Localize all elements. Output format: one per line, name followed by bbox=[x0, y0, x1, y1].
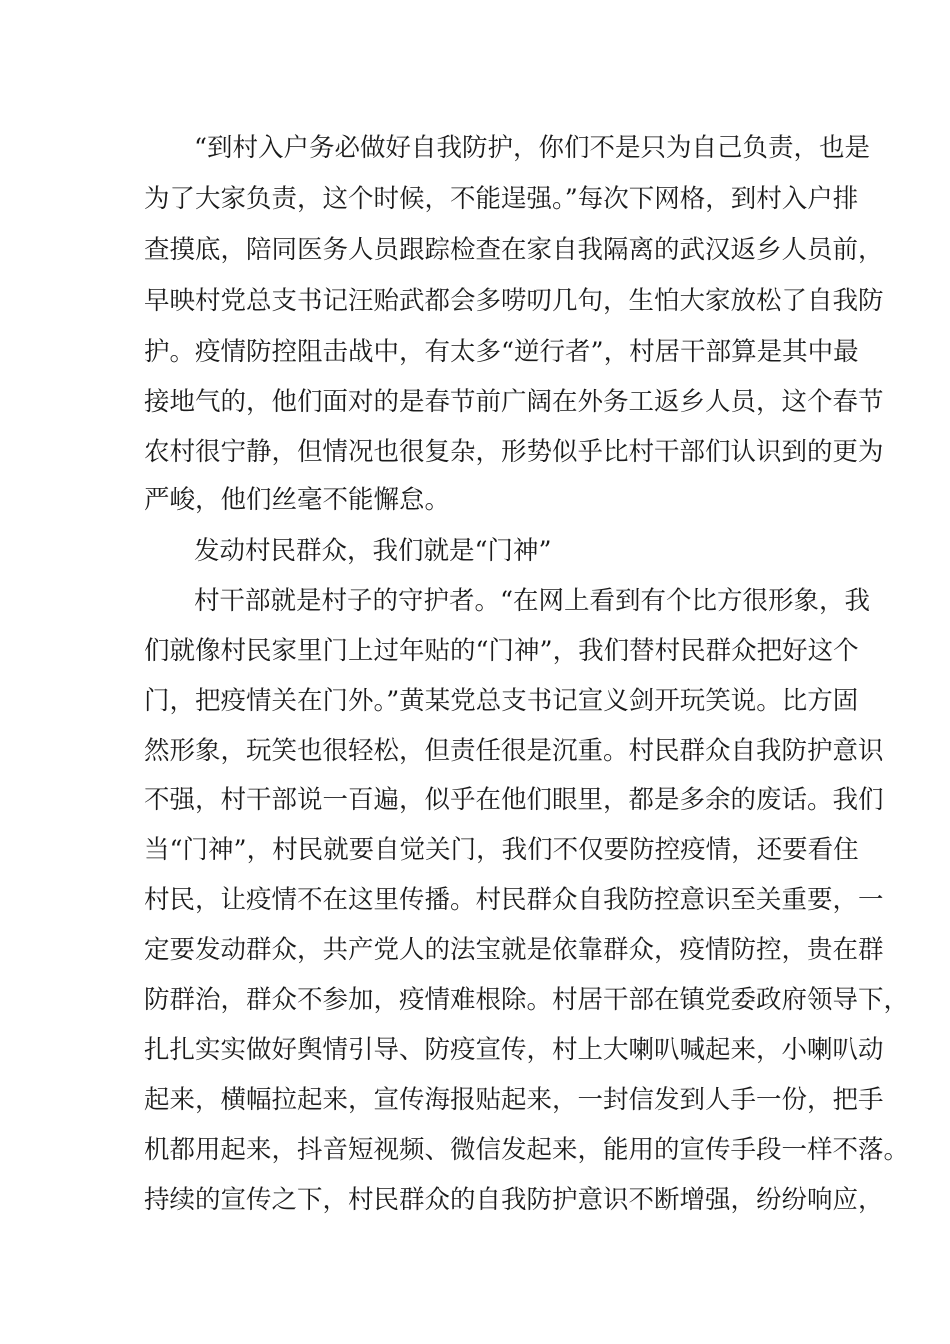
paragraph-2-line-12: 机都用起来，抖音短视频、微信发起来，能用的宣传手段一样不落。 bbox=[144, 1135, 910, 1165]
paragraph-1-line-6: 接地气的，他们面对的是春节前广阔在外务工返乡人员，这个春节 bbox=[144, 387, 884, 417]
paragraph-1-line-5: 护。疫情防控阻击战中，有太多“逆行者”，村居干部算是其中最 bbox=[144, 337, 859, 367]
paragraph-2-line-8: 定要发动群众，共产党人的法宝就是依靠群众，疫情防控，贵在群 bbox=[144, 935, 884, 965]
paragraph-1-line-8: 严峻，他们丝毫不能懈怠。 bbox=[144, 485, 451, 515]
paragraph-1-line-7: 农村很宁静，但情况也很复杂，形势似乎比村干部们认识到的更为 bbox=[144, 437, 884, 467]
paragraph-2-line-7: 村民，让疫情不在这里传播。村民群众自我防控意识至关重要，一 bbox=[144, 885, 884, 915]
paragraph-2-line-1: 村干部就是村子的守护者。“在网上看到有个比方很形象，我 bbox=[194, 586, 871, 616]
paragraph-2-line-9: 防群治，群众不参加，疫情难根除。村居干部在镇党委政府领导下， bbox=[144, 985, 910, 1015]
paragraph-1-line-3: 查摸底，陪同医务人员跟踪检查在家自我隔离的武汉返乡人员前， bbox=[144, 235, 884, 265]
paragraph-2-line-3: 门，把疫情关在门外。”黄某党总支书记宣义剑开玩笑说。比方固 bbox=[144, 686, 859, 716]
paragraph-2-line-4: 然形象，玩笑也很轻松，但责任很是沉重。村民群众自我防护意识 bbox=[144, 736, 884, 766]
paragraph-2-line-11: 起来，横幅拉起来，宣传海报贴起来，一封信发到人手一份，把手 bbox=[144, 1085, 884, 1115]
paragraph-1-line-4: 早映村党总支书记汪贻武都会多唠叨几句，生怕大家放松了自我防 bbox=[144, 286, 884, 316]
paragraph-1-line-1: “到村入户务必做好自我防护，你们不是只为自己负责，也是 bbox=[194, 133, 871, 163]
paragraph-2-line-2: 们就像村民家里门上过年贴的“门神”，我们替村民群众把好这个 bbox=[144, 636, 859, 666]
paragraph-1-line-2: 为了大家负责，这个时候，不能逞强。”每次下网格，到村入户排 bbox=[144, 184, 859, 214]
paragraph-2-line-5: 不强，村干部说一百遍，似乎在他们眼里，都是多余的废话。我们 bbox=[144, 785, 884, 815]
paragraph-2-line-10: 扎扎实实做好舆情引导、防疫宣传，村上大喇叭喊起来，小喇叭动 bbox=[144, 1035, 884, 1065]
paragraph-2-line-6: 当“门神”，村民就要自觉关门，我们不仅要防控疫情，还要看住 bbox=[144, 835, 859, 865]
paragraph-2-line-13: 持续的宣传之下，村民群众的自我防护意识不断增强，纷纷响应， bbox=[144, 1185, 884, 1215]
section-heading: 发动村民群众，我们就是“门神” bbox=[194, 536, 552, 566]
